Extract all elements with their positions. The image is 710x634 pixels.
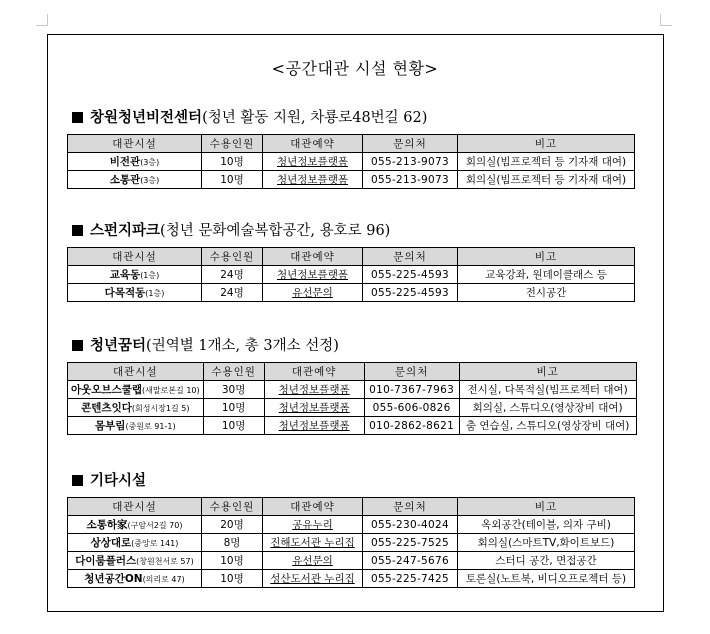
table-row	[68, 171, 635, 189]
contact-cell: 055-225-7525	[363, 534, 458, 552]
booking-cell: 공유누리	[263, 516, 363, 534]
facility-location: (구암서2길 70)	[127, 521, 183, 530]
facility-name	[68, 266, 202, 284]
page-title: <공간대관 시설 현황>	[271, 59, 439, 78]
square-bullet-icon	[72, 112, 83, 123]
facility-name	[68, 417, 204, 435]
col-header-facility: 대관시설	[68, 135, 202, 153]
facility-name-text: 몸부림	[95, 420, 126, 432]
capacity-cell: 10명	[202, 171, 263, 189]
col-header-contact: 문의처	[363, 135, 458, 153]
square-bullet-icon	[72, 340, 83, 351]
booking-cell: 청년정보플랫폼	[264, 417, 364, 435]
facility-name	[68, 153, 202, 171]
table-header-row	[68, 498, 635, 516]
capacity-cell: 10명	[202, 153, 263, 171]
table-row	[68, 284, 635, 302]
contact-cell: 055-225-4593	[363, 266, 458, 284]
facility-name-text: 소통관	[109, 174, 141, 186]
facility-location: (새말로본길 10)	[142, 386, 200, 395]
contact-cell: 055-213-9073	[363, 171, 458, 189]
note-cell: 회의실(스마트TV,화이트보드)	[458, 534, 635, 552]
section-title: 기타시설	[90, 472, 147, 489]
capacity-cell: 30명	[203, 381, 264, 399]
capacity-cell: 24명	[202, 284, 263, 302]
table-row	[68, 381, 637, 399]
table-row	[68, 153, 635, 171]
note-cell: 토론실(노트북, 비디오프로젝터 등)	[458, 570, 635, 588]
col-header-facility: 대관시설	[68, 248, 202, 266]
table-row	[68, 516, 635, 534]
col-header-facility: 대관시설	[68, 498, 202, 516]
note-cell: 회의실(빔프로젝터 등 기자재 대여)	[458, 171, 635, 189]
facility-name	[68, 399, 204, 417]
booking-cell: 청년정보플랫폼	[263, 171, 363, 189]
capacity-cell: 8명	[202, 534, 263, 552]
facility-location: (의리로 47)	[142, 575, 185, 584]
contact-cell: 055-213-9073	[363, 153, 458, 171]
section-title: 창원청년비전센터	[90, 109, 203, 126]
table-row	[68, 570, 635, 588]
section-heading-youth-dream	[72, 337, 339, 355]
col-header-note: 비고	[458, 248, 635, 266]
booking-cell: 청년정보플랫폼	[263, 153, 363, 171]
booking-cell: 청년정보플랫폼	[263, 266, 363, 284]
table-header-row	[68, 363, 637, 381]
facility-name-text: 아웃오브스쿨랩	[71, 384, 143, 396]
col-header-booking: 대관예약	[263, 248, 363, 266]
contact-cell: 055-225-7425	[363, 570, 458, 588]
note-cell: 교육강좌, 원데이클래스 등	[458, 266, 635, 284]
facility-location: (3층)	[140, 176, 160, 185]
booking-cell: 유선문의	[263, 552, 363, 570]
capacity-cell: 10명	[202, 570, 263, 588]
facility-name-text: 교육동	[109, 269, 141, 281]
facility-table-sponge-park	[67, 247, 635, 302]
capacity-cell: 20명	[202, 516, 263, 534]
note-cell: 전시실, 다목적실(빔프로젝터 대여)	[459, 381, 636, 399]
note-cell: 스터디 공간, 면접공간	[458, 552, 635, 570]
contact-cell: 055-225-4593	[363, 284, 458, 302]
facility-location: (중원로 91-1)	[125, 422, 176, 431]
facility-table-youth-dream	[67, 362, 637, 435]
col-header-contact: 문의처	[363, 498, 458, 516]
booking-cell: 성산도서관 누리집	[263, 570, 363, 588]
facility-name-text: 다목적동	[104, 287, 146, 299]
booking-cell: 청년정보플랫폼	[264, 381, 364, 399]
table-header-row	[68, 135, 635, 153]
contact-cell: 055-247-5676	[363, 552, 458, 570]
capacity-cell: 10명	[203, 399, 264, 417]
facility-name	[68, 381, 204, 399]
section-heading-sponge-park	[72, 222, 390, 240]
contact-cell: 010-7367-7963	[364, 381, 459, 399]
section-subtitle: (권역별 1개소, 총 3개소 선정)	[146, 338, 339, 354]
note-cell: 회의실(빔프로젝터 등 기자재 대여)	[458, 153, 635, 171]
facility-name-text: 청년공간ON	[84, 573, 143, 585]
table-row	[68, 534, 635, 552]
section-heading-other-facilities	[72, 472, 146, 490]
facility-name-text: 소통하家	[86, 519, 128, 531]
section-subtitle: (청년 활동 지원, 차룡로48번길 62)	[202, 110, 428, 126]
facility-location: (회성시장1길 5)	[131, 404, 190, 413]
facility-name	[68, 284, 202, 302]
col-header-capacity: 수용인원	[202, 248, 263, 266]
section-heading-vision-center	[72, 109, 427, 127]
square-bullet-icon	[72, 475, 83, 486]
facility-name-text: 비전관	[109, 156, 141, 168]
facility-name-text: 콘텐츠잇다	[81, 402, 132, 414]
col-header-capacity: 수용인원	[203, 363, 264, 381]
col-header-note: 비고	[458, 135, 635, 153]
booking-cell: 유선문의	[263, 284, 363, 302]
table-row	[68, 266, 635, 284]
facility-location: (창원천서로 57)	[136, 557, 194, 566]
col-header-contact: 문의처	[364, 363, 459, 381]
table-row	[68, 399, 637, 417]
facility-name	[68, 552, 202, 570]
capacity-cell: 10명	[203, 417, 264, 435]
table-row	[68, 552, 635, 570]
col-header-note: 비고	[459, 363, 636, 381]
facility-name	[68, 516, 202, 534]
col-header-contact: 문의처	[363, 248, 458, 266]
section-title: 스펀지파크	[90, 222, 161, 239]
facility-name	[68, 171, 202, 189]
facility-location: (중앙로 141)	[131, 539, 179, 548]
capacity-cell: 24명	[202, 266, 263, 284]
square-bullet-icon	[72, 225, 83, 236]
col-header-booking: 대관예약	[264, 363, 364, 381]
facility-name	[68, 570, 202, 588]
facility-name-text: 다이룸플러스	[75, 555, 137, 567]
booking-cell: 청년정보플랫폼	[264, 399, 364, 417]
facility-location: (1층)	[140, 271, 160, 280]
col-header-booking: 대관예약	[263, 498, 363, 516]
section-title: 청년꿈터	[90, 337, 147, 354]
page-corner-mark-right	[660, 14, 672, 26]
table-header-row	[68, 248, 635, 266]
booking-cell: 진해도서관 누리집	[263, 534, 363, 552]
col-header-booking: 대관예약	[263, 135, 363, 153]
col-header-facility: 대관시설	[68, 363, 204, 381]
table-row	[68, 417, 637, 435]
note-cell: 회의실, 스튜디오(영상장비 대여)	[459, 399, 636, 417]
note-cell: 전시공간	[458, 284, 635, 302]
col-header-note: 비고	[458, 498, 635, 516]
capacity-cell: 10명	[202, 552, 263, 570]
facility-location: (3층)	[140, 158, 160, 167]
note-cell: 춤 연습실, 스튜디오(영상장비 대여)	[459, 417, 636, 435]
col-header-capacity: 수용인원	[202, 498, 263, 516]
note-cell: 옥외공간(테이블, 의자 구비)	[458, 516, 635, 534]
facility-table-vision-center	[67, 134, 635, 189]
facility-location: (1층)	[145, 289, 165, 298]
facility-name	[68, 534, 202, 552]
page-corner-mark-left	[36, 14, 48, 26]
contact-cell: 010-2862-8621	[364, 417, 459, 435]
facility-table-other	[67, 497, 635, 588]
facility-name-text: 상상대로	[90, 537, 132, 549]
contact-cell: 055-606-0826	[364, 399, 459, 417]
section-subtitle: (청년 문화예술복합공간, 용호로 96)	[160, 223, 391, 239]
contact-cell: 055-230-4024	[363, 516, 458, 534]
col-header-capacity: 수용인원	[202, 135, 263, 153]
